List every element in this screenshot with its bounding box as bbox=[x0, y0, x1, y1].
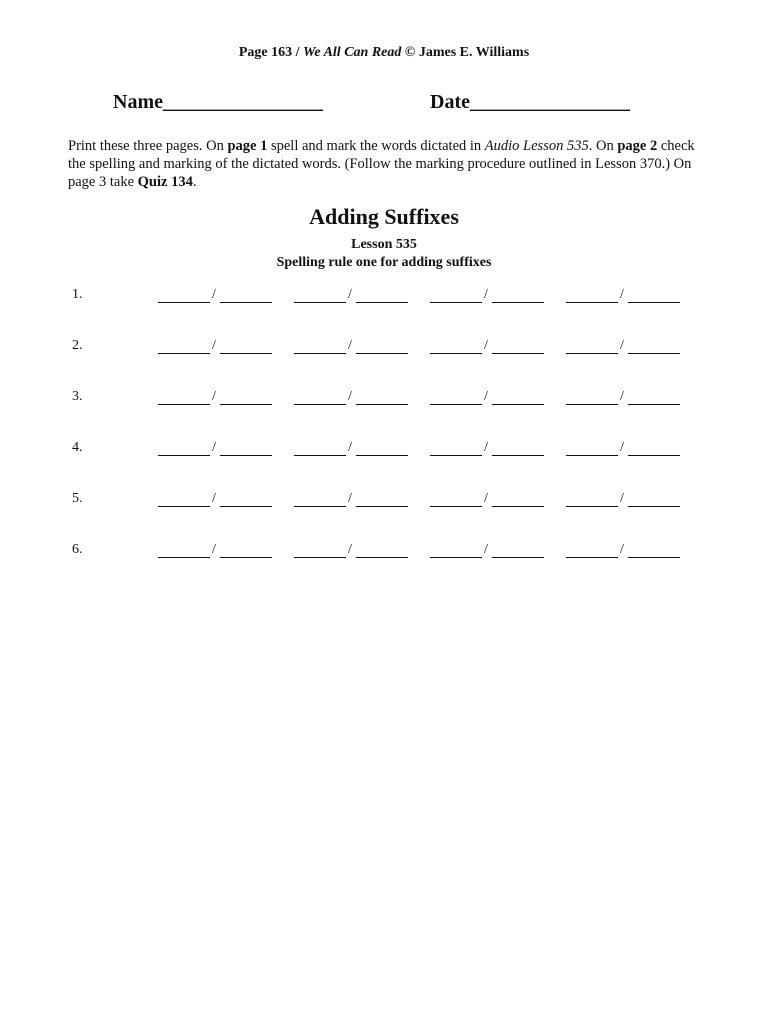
suffix-separator: / bbox=[620, 440, 624, 455]
word-blank-pair[interactable] bbox=[294, 440, 410, 458]
word-blank-pair[interactable] bbox=[566, 338, 682, 356]
row-number: 6. bbox=[72, 542, 83, 557]
suffix-separator: / bbox=[620, 491, 624, 506]
word-blank-pair[interactable] bbox=[294, 389, 410, 407]
word-blank-pair[interactable] bbox=[566, 440, 682, 458]
instructions-bold-1: page 1 bbox=[227, 138, 268, 154]
suffix-separator: / bbox=[484, 491, 488, 506]
word-blank-pair[interactable] bbox=[158, 389, 274, 407]
suffix-blank[interactable] bbox=[628, 455, 680, 456]
base-word-blank[interactable] bbox=[566, 404, 618, 405]
instructions-paragraph bbox=[68, 137, 708, 191]
base-word-blank[interactable] bbox=[430, 302, 482, 303]
instructions-text-2: spell and mark the words dictated in bbox=[267, 138, 485, 154]
base-word-blank[interactable] bbox=[430, 353, 482, 354]
suffix-separator: / bbox=[484, 287, 488, 302]
suffix-blank[interactable] bbox=[492, 506, 544, 507]
suffix-separator: / bbox=[484, 542, 488, 557]
suffix-blank[interactable] bbox=[356, 302, 408, 303]
word-blank-pair[interactable] bbox=[430, 287, 546, 305]
word-blank-pair[interactable] bbox=[158, 440, 274, 458]
word-blank-pair[interactable] bbox=[566, 542, 682, 560]
base-word-blank[interactable] bbox=[430, 506, 482, 507]
word-blank-pair[interactable] bbox=[158, 338, 274, 356]
suffix-blank[interactable] bbox=[220, 455, 272, 456]
suffix-blank[interactable] bbox=[492, 404, 544, 405]
base-word-blank[interactable] bbox=[158, 404, 210, 405]
suffix-blank[interactable] bbox=[492, 455, 544, 456]
suffix-blank[interactable] bbox=[220, 302, 272, 303]
base-word-blank[interactable] bbox=[158, 353, 210, 354]
instructions-bold-3: Quiz 134 bbox=[137, 174, 193, 190]
instructions-italic-1: Audio Lesson 535 bbox=[484, 138, 589, 154]
answer-row bbox=[0, 440, 768, 460]
word-blank-pair[interactable] bbox=[430, 338, 546, 356]
suffix-separator: / bbox=[348, 287, 352, 302]
base-word-blank[interactable] bbox=[294, 557, 346, 558]
suffix-blank[interactable] bbox=[628, 404, 680, 405]
instructions-bold-2: page 2 bbox=[617, 138, 658, 154]
base-word-blank[interactable] bbox=[294, 506, 346, 507]
suffix-blank[interactable] bbox=[220, 557, 272, 558]
suffix-blank[interactable] bbox=[356, 557, 408, 558]
word-blank-pair[interactable] bbox=[430, 491, 546, 509]
word-blank-pair[interactable] bbox=[294, 491, 410, 509]
suffix-separator: / bbox=[348, 338, 352, 353]
suffix-blank[interactable] bbox=[356, 455, 408, 456]
suffix-separator: / bbox=[484, 389, 488, 404]
suffix-blank[interactable] bbox=[628, 506, 680, 507]
suffix-blank[interactable] bbox=[628, 557, 680, 558]
base-word-blank[interactable] bbox=[294, 353, 346, 354]
word-blank-pair[interactable] bbox=[566, 389, 682, 407]
suffix-blank[interactable] bbox=[492, 353, 544, 354]
base-word-blank[interactable] bbox=[430, 557, 482, 558]
rule-subtitle: Spelling rule one for adding suffixes bbox=[276, 255, 492, 270]
suffix-separator: / bbox=[484, 440, 488, 455]
suffix-separator: / bbox=[212, 440, 216, 455]
word-blank-pair[interactable] bbox=[566, 491, 682, 509]
suffix-blank[interactable] bbox=[492, 557, 544, 558]
suffix-separator: / bbox=[212, 338, 216, 353]
suffix-separator: / bbox=[620, 542, 624, 557]
base-word-blank[interactable] bbox=[430, 404, 482, 405]
suffix-separator: / bbox=[212, 287, 216, 302]
row-number: 5. bbox=[72, 491, 83, 506]
answer-row bbox=[0, 389, 768, 409]
suffix-separator: / bbox=[348, 389, 352, 404]
suffix-blank[interactable] bbox=[356, 404, 408, 405]
base-word-blank[interactable] bbox=[294, 455, 346, 456]
answer-row bbox=[0, 542, 768, 562]
base-word-blank[interactable] bbox=[566, 557, 618, 558]
base-word-blank[interactable] bbox=[294, 404, 346, 405]
word-blank-pair[interactable] bbox=[430, 389, 546, 407]
suffix-separator: / bbox=[212, 389, 216, 404]
word-blank-pair[interactable] bbox=[158, 287, 274, 305]
suffix-blank[interactable] bbox=[356, 506, 408, 507]
date-field: Date________________ bbox=[430, 91, 630, 113]
base-word-blank[interactable] bbox=[566, 506, 618, 507]
suffix-separator: / bbox=[348, 491, 352, 506]
word-blank-pair[interactable] bbox=[566, 287, 682, 305]
base-word-blank[interactable] bbox=[158, 302, 210, 303]
suffix-blank[interactable] bbox=[628, 353, 680, 354]
worksheet-title: Adding Suffixes bbox=[309, 204, 459, 229]
row-number: 3. bbox=[72, 389, 83, 404]
word-blank-pair[interactable] bbox=[294, 338, 410, 356]
row-number: 1. bbox=[72, 287, 83, 302]
row-number: 2. bbox=[72, 338, 83, 353]
base-word-blank[interactable] bbox=[566, 455, 618, 456]
base-word-blank[interactable] bbox=[430, 455, 482, 456]
instructions-text-5: . bbox=[192, 174, 197, 190]
answer-row bbox=[0, 491, 768, 511]
base-word-blank[interactable] bbox=[158, 557, 210, 558]
suffix-blank[interactable] bbox=[220, 353, 272, 354]
suffix-separator: / bbox=[348, 542, 352, 557]
suffix-separator: / bbox=[212, 542, 216, 557]
base-word-blank[interactable] bbox=[566, 302, 618, 303]
word-blank-pair[interactable] bbox=[430, 542, 546, 560]
base-word-blank[interactable] bbox=[158, 506, 210, 507]
word-blank-pair[interactable] bbox=[158, 491, 274, 509]
suffix-separator: / bbox=[212, 491, 216, 506]
suffix-blank[interactable] bbox=[492, 302, 544, 303]
lesson-label: Lesson 535 bbox=[351, 237, 417, 252]
answer-row bbox=[0, 287, 768, 307]
suffix-blank[interactable] bbox=[628, 302, 680, 303]
word-blank-pair[interactable] bbox=[294, 542, 410, 560]
suffix-separator: / bbox=[620, 389, 624, 404]
suffix-separator: / bbox=[620, 287, 624, 302]
instructions-text-1: Print these three pages. On bbox=[68, 138, 228, 154]
suffix-blank[interactable] bbox=[220, 404, 272, 405]
suffix-blank[interactable] bbox=[220, 506, 272, 507]
suffix-separator: / bbox=[484, 338, 488, 353]
word-blank-pair[interactable] bbox=[430, 440, 546, 458]
suffix-separator: / bbox=[620, 338, 624, 353]
instructions-text-3: . On bbox=[588, 138, 618, 154]
base-word-blank[interactable] bbox=[566, 353, 618, 354]
row-number: 4. bbox=[72, 440, 83, 455]
base-word-blank[interactable] bbox=[294, 302, 346, 303]
word-blank-pair[interactable] bbox=[158, 542, 274, 560]
base-word-blank[interactable] bbox=[158, 455, 210, 456]
suffix-blank[interactable] bbox=[356, 353, 408, 354]
name-field: Name________________ bbox=[113, 91, 323, 113]
copyright-notice: © James E. Williams bbox=[404, 45, 530, 60]
book-title: We All Can Read bbox=[302, 45, 402, 60]
suffix-separator: / bbox=[348, 440, 352, 455]
word-blank-pair[interactable] bbox=[294, 287, 410, 305]
page-header bbox=[0, 45, 768, 61]
answer-row bbox=[0, 338, 768, 358]
page-label: Page 163 / bbox=[238, 45, 300, 60]
instructions-text-4: check the spelling and marking of the dictated words. (Follow the marking procedure outlined in Lesson 370.) On page 3 take bbox=[68, 138, 695, 190]
